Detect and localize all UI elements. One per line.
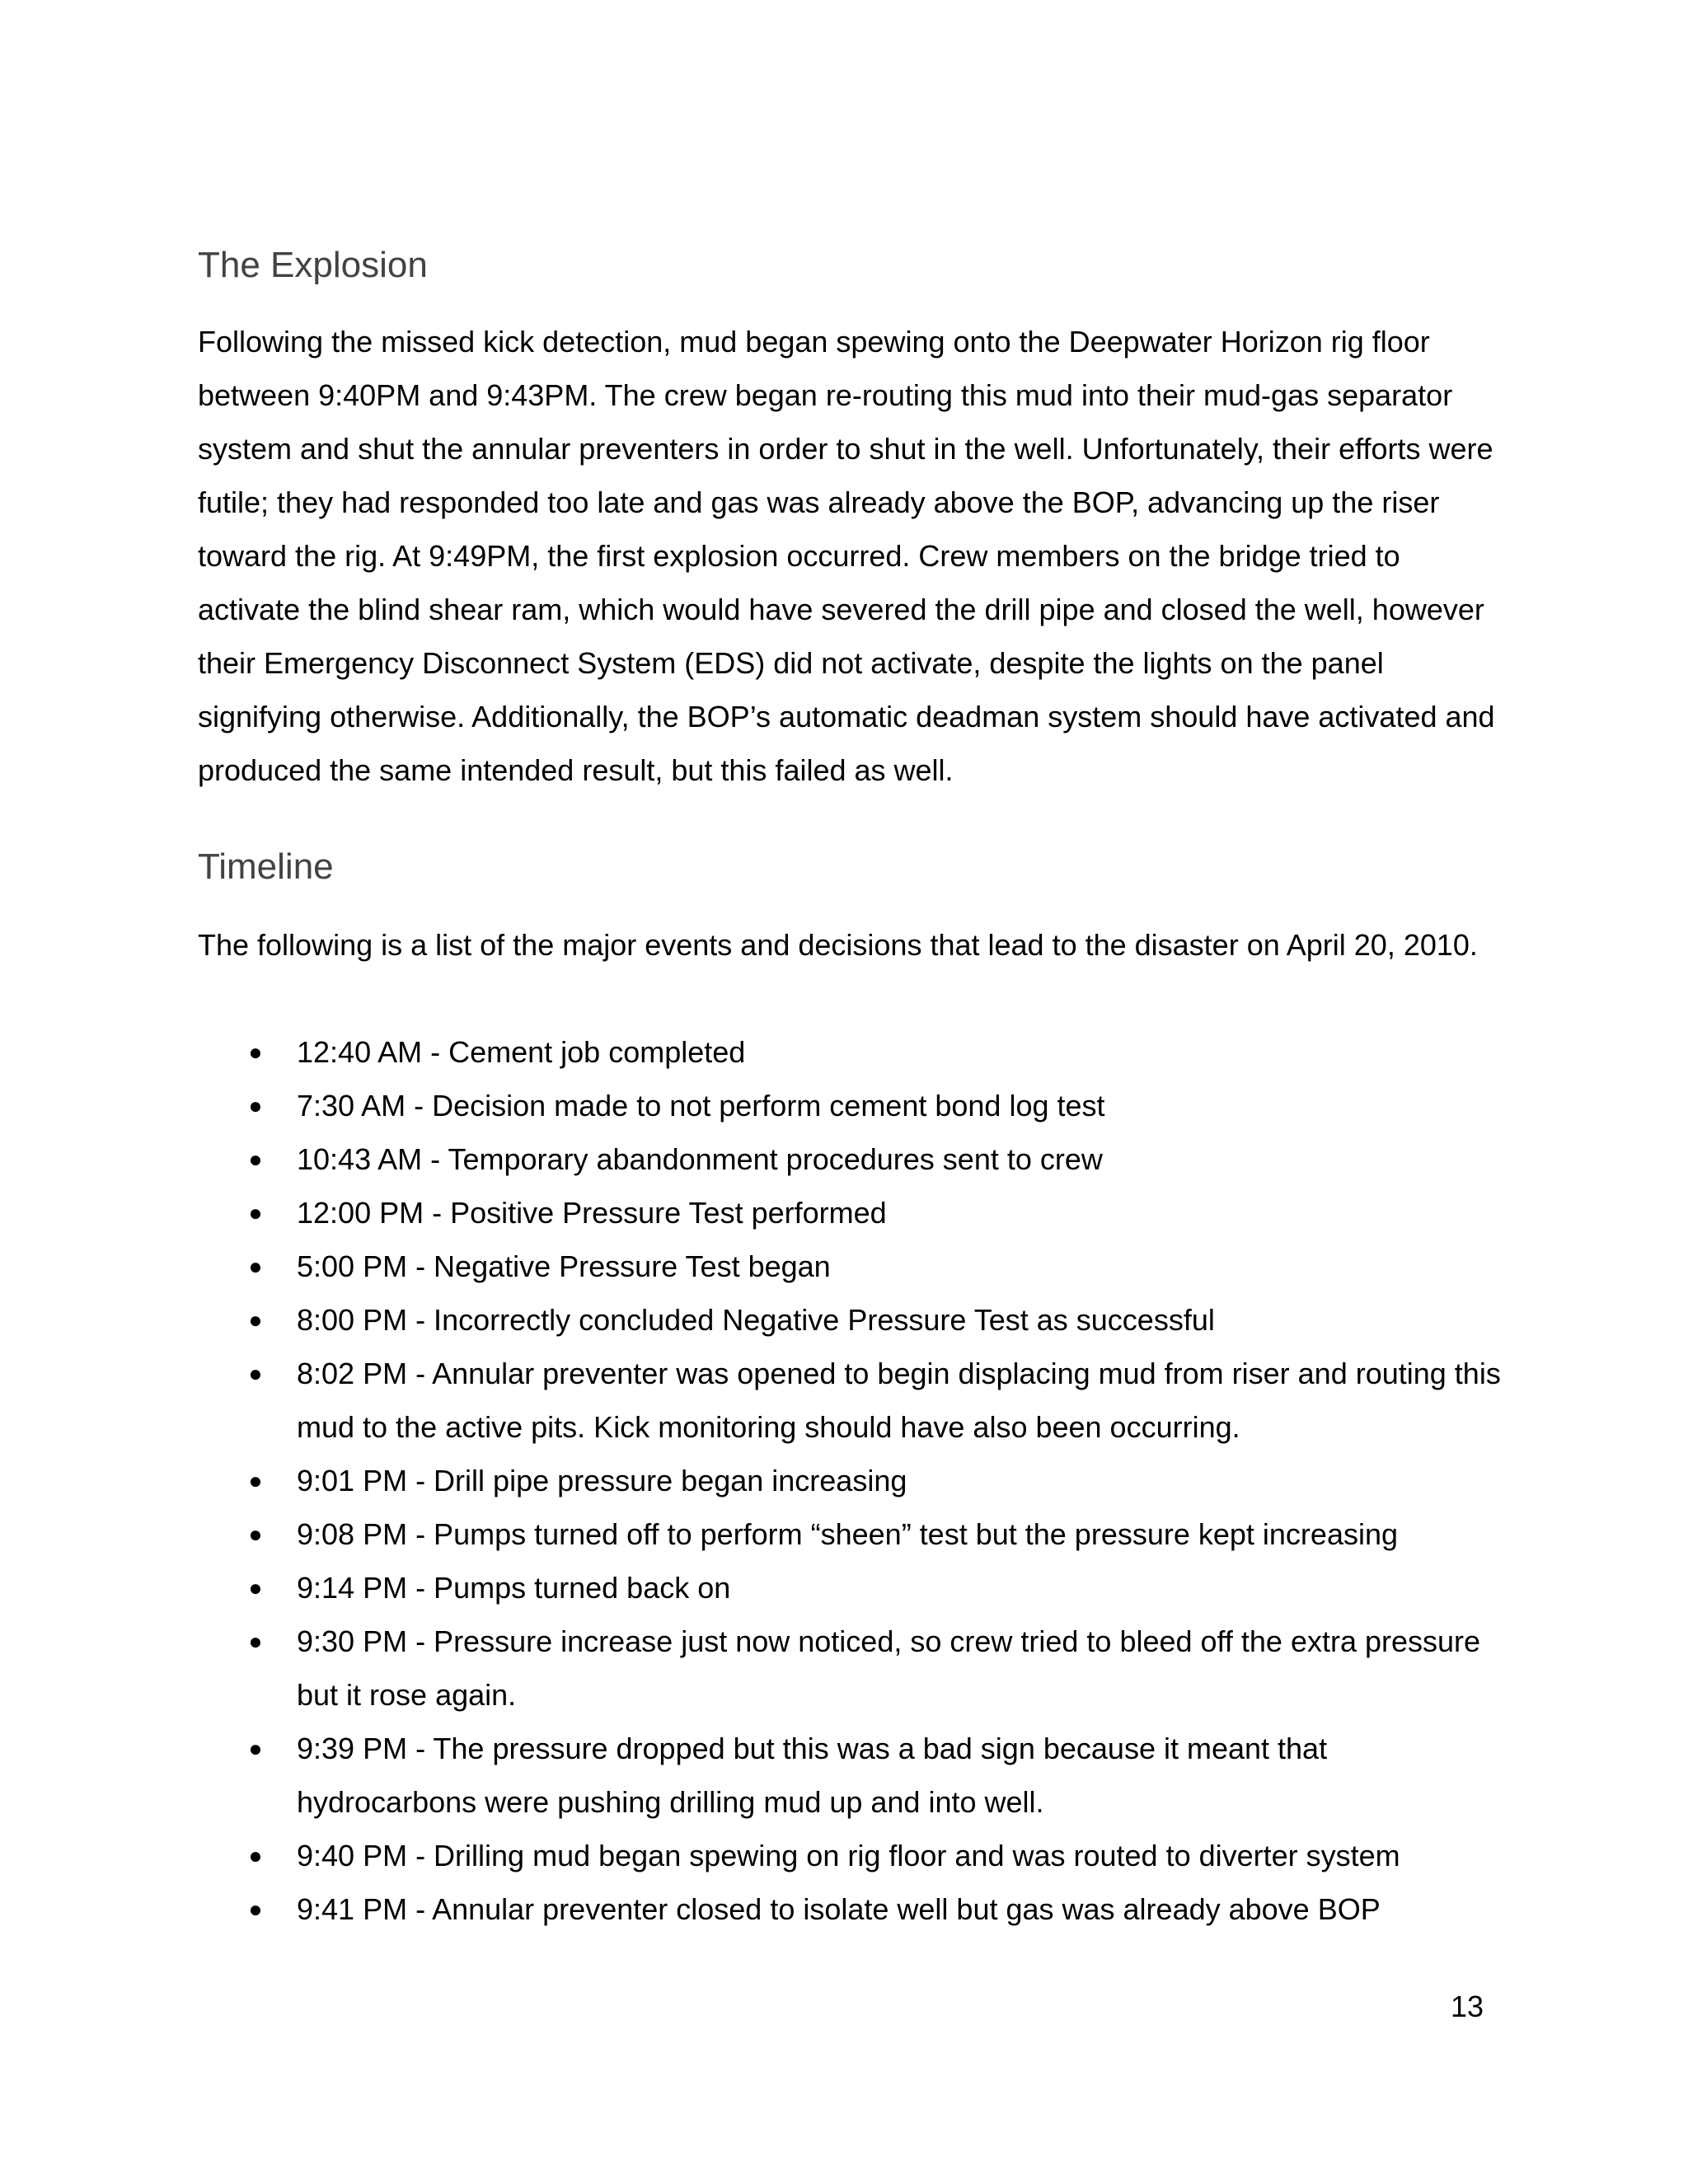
timeline-item-text: 8:00 PM - Incorrectly concluded Negative Pressure Test as successful (297, 1303, 1215, 1337)
timeline-item-text: 12:40 AM - Cement job completed (297, 1035, 746, 1069)
timeline-item (198, 1829, 1508, 1882)
bullet-icon: ● (248, 1468, 263, 1493)
bullet-icon: ● (248, 1307, 263, 1333)
timeline-item-text: 9:41 PM - Annular preventer closed to isolate well but gas was already above BOP (297, 1892, 1381, 1926)
bullet-icon: ● (248, 1629, 263, 1654)
bullet-icon: ● (248, 1843, 263, 1868)
bullet-icon: ● (248, 1896, 263, 1922)
bullet-icon: ● (248, 1200, 263, 1226)
timeline-item (198, 1347, 1508, 1454)
timeline-item-text: 10:43 AM - Temporary abandonment procedures sent to crew (297, 1142, 1103, 1176)
bullet-icon: ● (248, 1361, 263, 1386)
timeline-item-text: 8:02 PM - Annular preventer was opened to begin displacing mud from riser and routing this mud to the active pits. Kick monitoring should have also been occurring. (297, 1357, 1501, 1444)
bullet-icon: ● (248, 1254, 263, 1279)
timeline-item (198, 1132, 1508, 1186)
timeline-item-text: 9:30 PM - Pressure increase just now noticed, so crew tried to bleed off the extra pressure but it rose again. (297, 1624, 1481, 1712)
timeline-list (198, 1025, 1508, 1936)
timeline-item (198, 1722, 1508, 1829)
timeline-item (198, 1882, 1508, 1936)
timeline-item (198, 1561, 1508, 1615)
timeline-item-text: 12:00 PM - Positive Pressure Test performed (297, 1196, 887, 1230)
timeline-item (198, 1507, 1508, 1561)
timeline-item-text: 9:40 PM - Drilling mud began spewing on rig floor and was routed to diverter system (297, 1839, 1400, 1872)
bullet-icon: ● (248, 1093, 263, 1118)
timeline-item-text: 7:30 AM - Decision made to not perform cement bond log test (297, 1089, 1105, 1122)
timeline-item (198, 1454, 1508, 1507)
timeline-intro-paragraph: The following is a list of the major events and decisions that lead to the disaster on April 20, 2010. (198, 928, 1478, 962)
timeline-item-text: 9:14 PM - Pumps turned back on (297, 1571, 731, 1605)
timeline-item-text: 5:00 PM - Negative Pressure Test began (297, 1249, 831, 1283)
section-heading-explosion: The Explosion (198, 245, 428, 285)
timeline-item (198, 1025, 1508, 1079)
timeline-item (198, 1240, 1508, 1293)
timeline-item (198, 1293, 1508, 1347)
timeline-item-text: 9:39 PM - The pressure dropped but this was a bad sign because it meant that hydrocarbons were pushing drilling mud up and into well. (297, 1732, 1328, 1819)
timeline-item-text: 9:01 PM - Drill pipe pressure began increasing (297, 1464, 907, 1497)
bullet-icon: ● (248, 1146, 263, 1172)
timeline-item-text: 9:08 PM - Pumps turned off to perform “sheen” test but the pressure kept increasing (297, 1517, 1399, 1551)
bullet-icon: ● (248, 1521, 263, 1547)
section-heading-timeline: Timeline (198, 846, 334, 887)
bullet-icon: ● (248, 1736, 263, 1761)
explosion-paragraph: Following the missed kick detection, mud began spewing onto the Deepwater Horizon rig floor between 9:40PM and 9:43PM. The crew began re-routing this mud into their mud-gas separator system and shut the annular preventers in order to shut in the well. Unfortunately, their efforts were futile; they had responded too late and gas was already above the BOP, advancing up the riser toward the rig. At 9:49PM, the first explosion occurred. Crew members on the bridge tried to activate the blind shear ram, which would have severed the drill pipe and closed the well, however their Emergency Disconnect System (EDS) did not activate, despite the lights on the panel signifying otherwise. Additionally, the BOP’s automatic deadman system should have activated and produced the same intended result, but this failed as well. (198, 325, 1495, 787)
bullet-icon: ● (248, 1575, 263, 1601)
bullet-icon: ● (248, 1039, 263, 1065)
timeline-item (198, 1615, 1508, 1722)
page-number: 13 (1450, 1990, 1484, 2023)
timeline-item (198, 1186, 1508, 1240)
timeline-item (198, 1079, 1508, 1132)
